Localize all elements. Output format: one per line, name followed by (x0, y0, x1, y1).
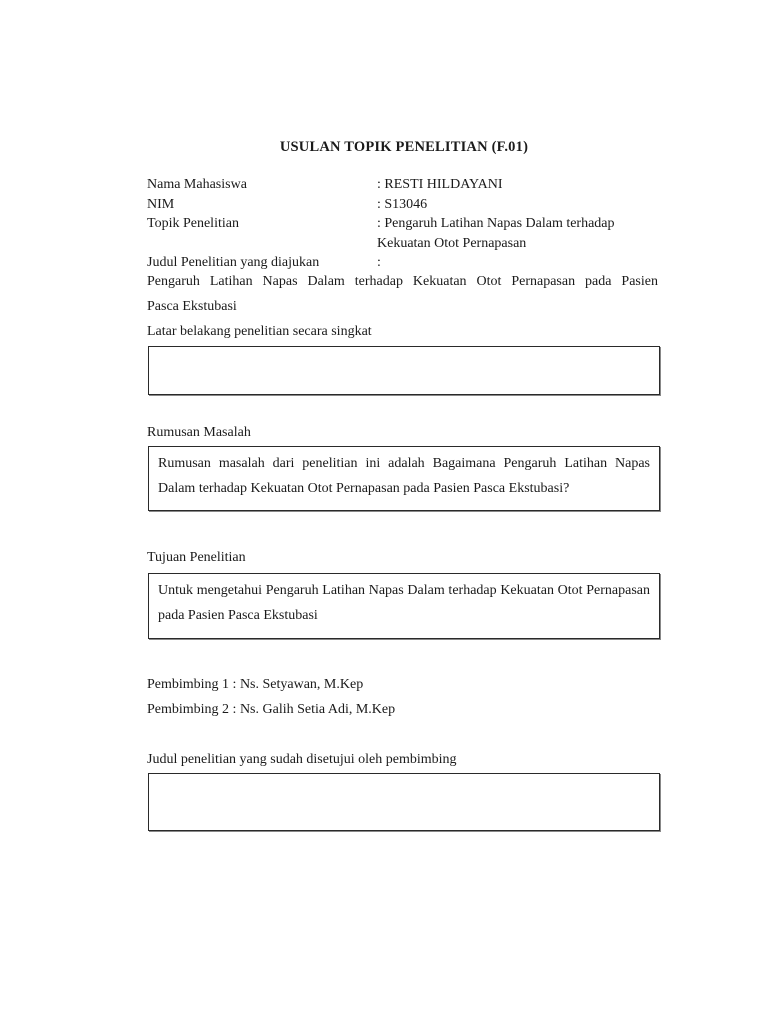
field-label-nim: NIM (147, 197, 175, 212)
approved-title-box (148, 773, 660, 831)
field-value-judul: : (377, 255, 381, 270)
objective-label: Tujuan Penelitian (147, 550, 246, 565)
field-value-nama: : RESTI HILDAYANI (377, 177, 503, 192)
field-label-topik: Topik Penelitian (147, 216, 239, 231)
problem-content: Rumusan masalah dari penelitian ini adalah Bagaimana Pengaruh Latihan Napas Dalam terhadap Kekuatan Otot Pernapasan pada Pasien Pasca Ekstubasi? (158, 456, 650, 496)
approved-title-label: Judul penelitian yang sudah disetujui oleh pembimbing (147, 752, 457, 767)
field-value-topik-cont: Kekuatan Otot Pernapasan (377, 236, 527, 251)
problem-box (148, 446, 660, 511)
objective-content: Untuk mengetahui Pengaruh Latihan Napas Dalam terhadap Kekuatan Otot Pernapasan pada Pasien Pasca Ekstubasi (158, 583, 650, 623)
proposed-title-line1: Pengaruh Latihan Napas Dalam terhadap Kekuatan Otot Pernapasan pada Pasien (147, 274, 658, 289)
field-label-nama: Nama Mahasiswa (147, 177, 247, 192)
supervisor-2: Pembimbing 2 : Ns. Galih Setia Adi, M.Kep (147, 702, 396, 717)
field-value-nim: : S13046 (377, 197, 428, 212)
field-value-topik: : Pengaruh Latihan Napas Dalam terhadap (377, 216, 615, 231)
field-label-judul: Judul Penelitian yang diajukan (147, 255, 320, 270)
supervisor-1: Pembimbing 1 : Ns. Setyawan, M.Kep (147, 677, 364, 692)
objective-box (148, 573, 660, 639)
background-box (148, 346, 660, 395)
proposed-title-line2: Pasca Ekstubasi (147, 299, 237, 314)
background-label: Latar belakang penelitian secara singkat (147, 324, 372, 339)
problem-label: Rumusan Masalah (147, 425, 251, 440)
document-title: USULAN TOPIK PENELITIAN (F.01) (279, 139, 529, 155)
